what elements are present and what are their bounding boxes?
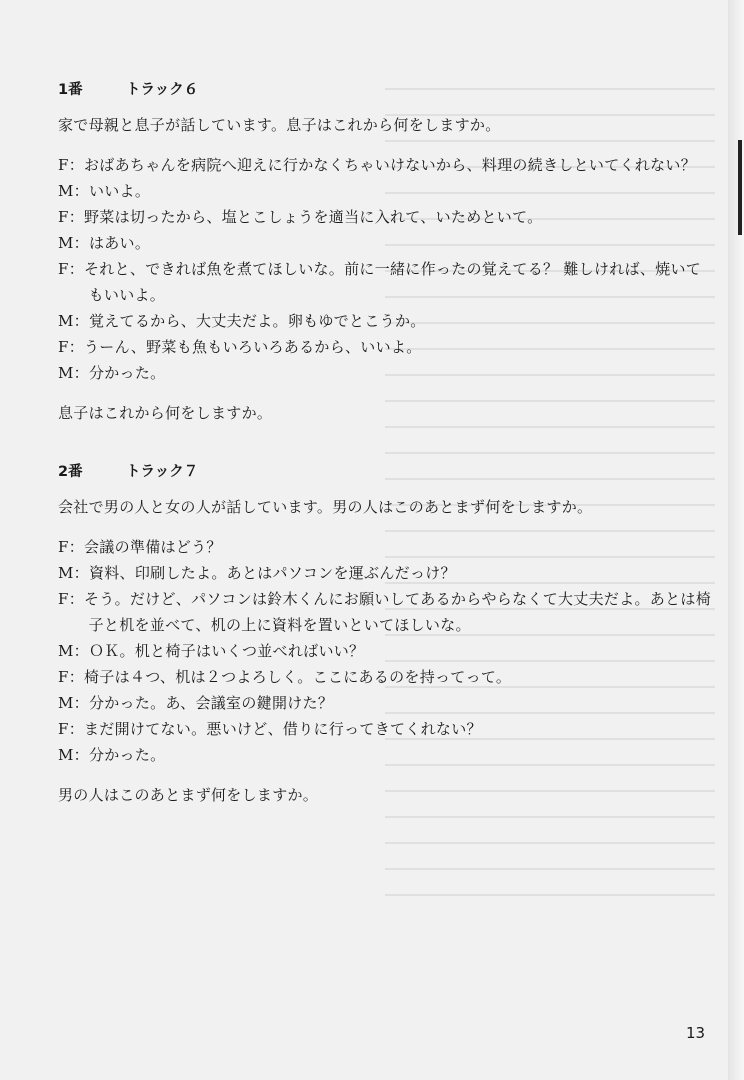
question-number: 1番 <box>58 82 83 98</box>
track-label: トラック６ <box>126 82 199 98</box>
track-label: トラック７ <box>126 464 199 480</box>
dialog-line: 子と机を並べて、机の上に資料を置いといてほしいな。 <box>58 616 471 634</box>
dialog-line: F：おばあちゃんを病院へ迎えに行かなくちゃいけないから、料理の続きしといてくれない？ <box>58 156 697 174</box>
intro-text: 家で母親と息子が話しています。息子はこれから何をしますか。 <box>58 116 501 134</box>
question-section-1 <box>58 80 702 426</box>
dialog-line: F：それと、できれば魚を煮てほしいな。前に一緒に作ったの覚えてる？ 難しければ、焼いて <box>58 260 702 278</box>
dialog-line: もいいよ。 <box>58 286 166 304</box>
question-number: 2番 <box>58 464 83 480</box>
dialog-line: F：そう。だけど、パソコンは鈴木くんにお願いしてあるからやらなくて大丈夫だよ。あとは椅 <box>58 590 712 608</box>
dialog-line: M：はあい。 <box>58 234 151 252</box>
dialog-line: F：野菜は切ったから、塩とこしょうを適当に入れて、いためといて。 <box>58 208 543 226</box>
dialog-line: M：分かった。 <box>58 364 166 382</box>
dialog-line: F：会議の準備はどう？ <box>58 538 222 556</box>
page-number: 13 <box>686 1024 706 1042</box>
dialog-line: F：うーん、野菜も魚もいろいろあるから、いいよ。 <box>58 338 422 356</box>
dialog-line: M：覚えてるから、大丈夫だよ。卵もゆでとこうか。 <box>58 312 426 330</box>
dialog-line: M：いいよ。 <box>58 182 151 200</box>
dialog-line: M：資料、印刷したよ。あとはパソコンを運ぶんだっけ？ <box>58 564 456 582</box>
dialog <box>58 152 702 386</box>
edge-tab-mark <box>738 140 742 235</box>
section-heading <box>58 80 678 100</box>
dialog-line: M：ＯＫ。机と椅子はいくつ並べればいい？ <box>58 642 365 660</box>
dialog-line: F：まだ開けてない。悪いけど、借りに行ってきてくれない？ <box>58 720 482 738</box>
section-heading <box>58 462 678 482</box>
question-section-2 <box>58 462 712 808</box>
dialog-line: F：椅子は４つ、机は２つよろしく。ここにあるのを持ってって。 <box>58 668 512 686</box>
dialog-line: M：分かった。あ、会議室の鍵開けた？ <box>58 694 334 712</box>
question-text: 息子はこれから何をしますか。 <box>58 404 273 422</box>
question-text: 男の人はこのあとまず何をしますか。 <box>58 786 319 804</box>
intro-text: 会社で男の人と女の人が話しています。男の人はこのあとまず何をしますか。 <box>58 498 593 516</box>
dialog-line: M：分かった。 <box>58 746 166 764</box>
page-content <box>58 80 712 830</box>
page-edge <box>728 0 744 1080</box>
dialog <box>58 534 712 768</box>
